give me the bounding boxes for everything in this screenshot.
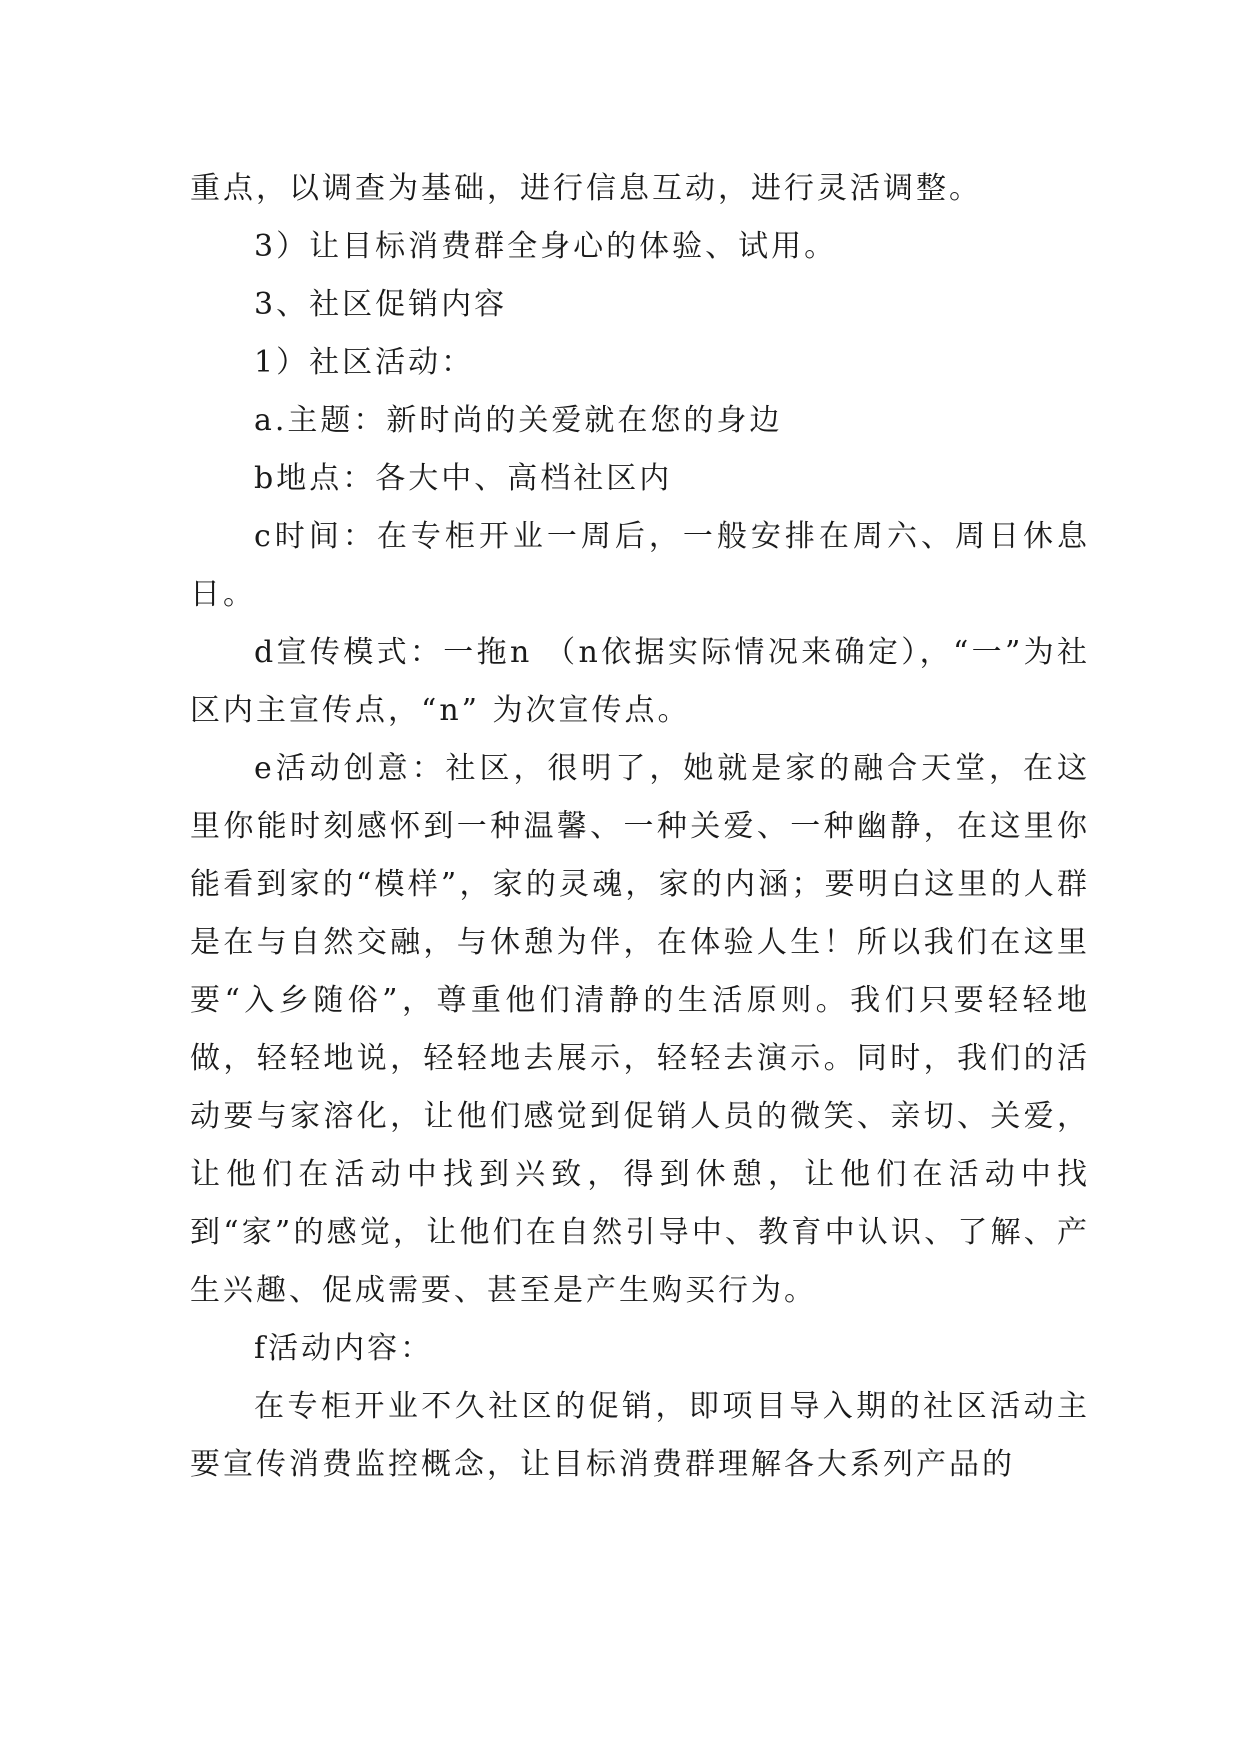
- paragraph-time: c时间：在专柜开业一周后，一般安排在周六、周日休息日。: [190, 519, 1090, 612]
- subheading-community-activity: 1）社区活动：: [254, 345, 475, 380]
- paragraph-theme: a.主题：新时尚的关爱就在您的身边: [254, 403, 783, 438]
- section-heading-community-promotion: 3、社区促销内容: [254, 287, 508, 322]
- paragraph-location: b地点：各大中、高档社区内: [254, 461, 673, 496]
- paragraph-activity-idea: e活动创意：社区，很明了，她就是家的融合天堂，在这里你能时刻感怀到一种温馨、一种关爱、一种幽静，在这里你能看到家的“模样”，家的灵魂，家的内涵；要明白这里的人群是在与自然交融，与休憩为伴，在体验人生！所以我们在这里要“入乡随俗”，尊重他们清静的生活原则。我们只要轻轻地做，轻轻地说，轻轻地去展示，轻轻去演示。同时，我们的活动要与家溶化，让他们感觉到促销人员的微笑、亲切、关爱，让他们在活动中找到兴致，得到休憩，让他们在活动中找到“家”的感觉，让他们在自然引导中、教育中认识、了解、产生兴趣、促成需要、甚至是产生购买行为。: [190, 751, 1090, 1308]
- document-body: [190, 160, 1090, 1494]
- paragraph-item-3-experience: 3）让目标消费群全身心的体验、试用。: [254, 229, 838, 264]
- paragraph-activity-content: 在专柜开业不久社区的促销，即项目导入期的社区活动主要宣传消费监控概念，让目标消费群理解各大系列产品的: [190, 1389, 1090, 1482]
- paragraph-intro-continuation: 重点，以调查为基础，进行信息互动，进行灵活调整。: [190, 171, 982, 206]
- paragraph-promotion-mode: d宣传模式：一拖n （n依据实际情况来确定），“一”为社区内主宣传点，“n” 为次宣传点。: [190, 635, 1090, 728]
- paragraph-activity-content-heading: f活动内容：: [254, 1331, 434, 1366]
